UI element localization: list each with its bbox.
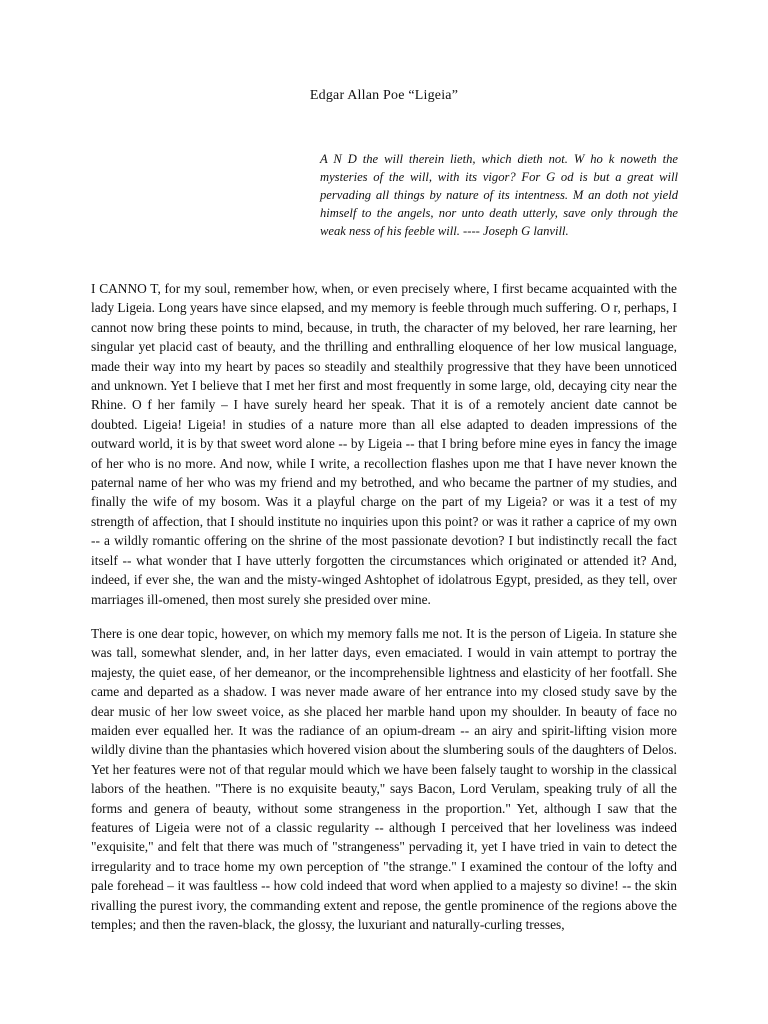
- epigraph: A N D the will therein lieth, which dieth not. W ho k noweth the mysteries of the will, with its vigor? For G od is but a great will pervading all things by nature of its intentness. M an doth not yield himself to the angels, nor unto death utterly, save only through the weak ness of his feeble will. ---- Joseph G lanvill.: [320, 152, 678, 238]
- paragraph-2: There is one dear topic, however, on which my memory falls me not. It is the person of Ligeia. In stature she was tall, somewhat slender, and, in her latter days, even emaciated. I would in vain attempt to portray the majesty, the quiet ease, of her demeanor, or the incomprehensible lightness and elasticity of her footfall. She came and departed as a shadow. I was never made aware of her entrance into my closed study save by the dear music of her low sweet voice, as she placed her marble hand upon my shoulder. In beauty of face no maiden ever equalled her. It was the radiance of an opium-dream -- an airy and spirit-lifting vision more wildly divine than the phantasies which hovered vision about the slumbering souls of the daughters of Delos. Yet her features were not of that regular mould which we have been falsely taught to worship in the classical labors of the heathen. "There is no exquisite beauty," says Bacon, Lord Verulam, speaking truly of all the forms and genera of beauty, without some strangeness in the proportion." Yet, although I saw that the features of Ligeia were not of a classic regularity -- although I perceived that her loveliness was indeed "exquisite," and felt that there was much of "strangeness" pervading it, yet I have tried in vain to detect the irregularity and to trace home my own perception of "the strange." I examined the contour of the lofty and pale forehead – it was faultless -- how cold indeed that word when applied to a majesty so divine! -- the skin rivalling the purest ivory, the commanding extent and repose, the gentle prominence of the regions above the temples; and then the raven-black, the glossy, the luxuriant and naturally-curling tresses,: [91, 626, 677, 933]
- paragraph-1: I CANNO T, for my soul, remember how, when, or even precisely where, I first became acquainted with the lady Ligeia. Long years have since elapsed, and my memory is feeble through much suffering. O r, perhaps, I cannot now bring these points to mind, because, in truth, the character of my beloved, her rare learning, her singular yet placid cast of beauty, and the thrilling and enthralling eloquence of her low musical language, made their way into my heart by paces so steadily and stealthily progressive that they have been unnoticed and unknown. Yet I believe that I met her first and most frequently in some large, old, decaying city near the Rhine. O f her family – I have surely heard her speak. That it is of a remotely ancient date cannot be doubted. Ligeia! Ligeia! in studies of a nature more than all else adapted to deaden impressions of the outward world, it is by that sweet word alone -- by Ligeia -- that I bring before mine eyes in fancy the image of her who is no more. And now, while I write, a recollection flashes upon me that I have never known the paternal name of her who was my friend and my betrothed, and who became the partner of my studies, and finally the wife of my bosom. Was it a playful charge on the part of my Ligeia? or was it a test of my strength of affection, that I should institute no inquiries upon this point? or was it rather a caprice of my own -- a wildly romantic offering on the shrine of the most passionate devotion? I but indistinctly recall the fact itself -- what wonder that I have utterly forgotten the circumstances which originated or attended it? And, indeed, if ever she, the wan and the misty-winged Ashtophet of idolatrous Egypt, presided, as they tell, over marriages ill-omened, then most surely she presided over mine.: [91, 281, 677, 607]
- document-title: Edgar Allan Poe “Ligeia”: [309, 88, 459, 103]
